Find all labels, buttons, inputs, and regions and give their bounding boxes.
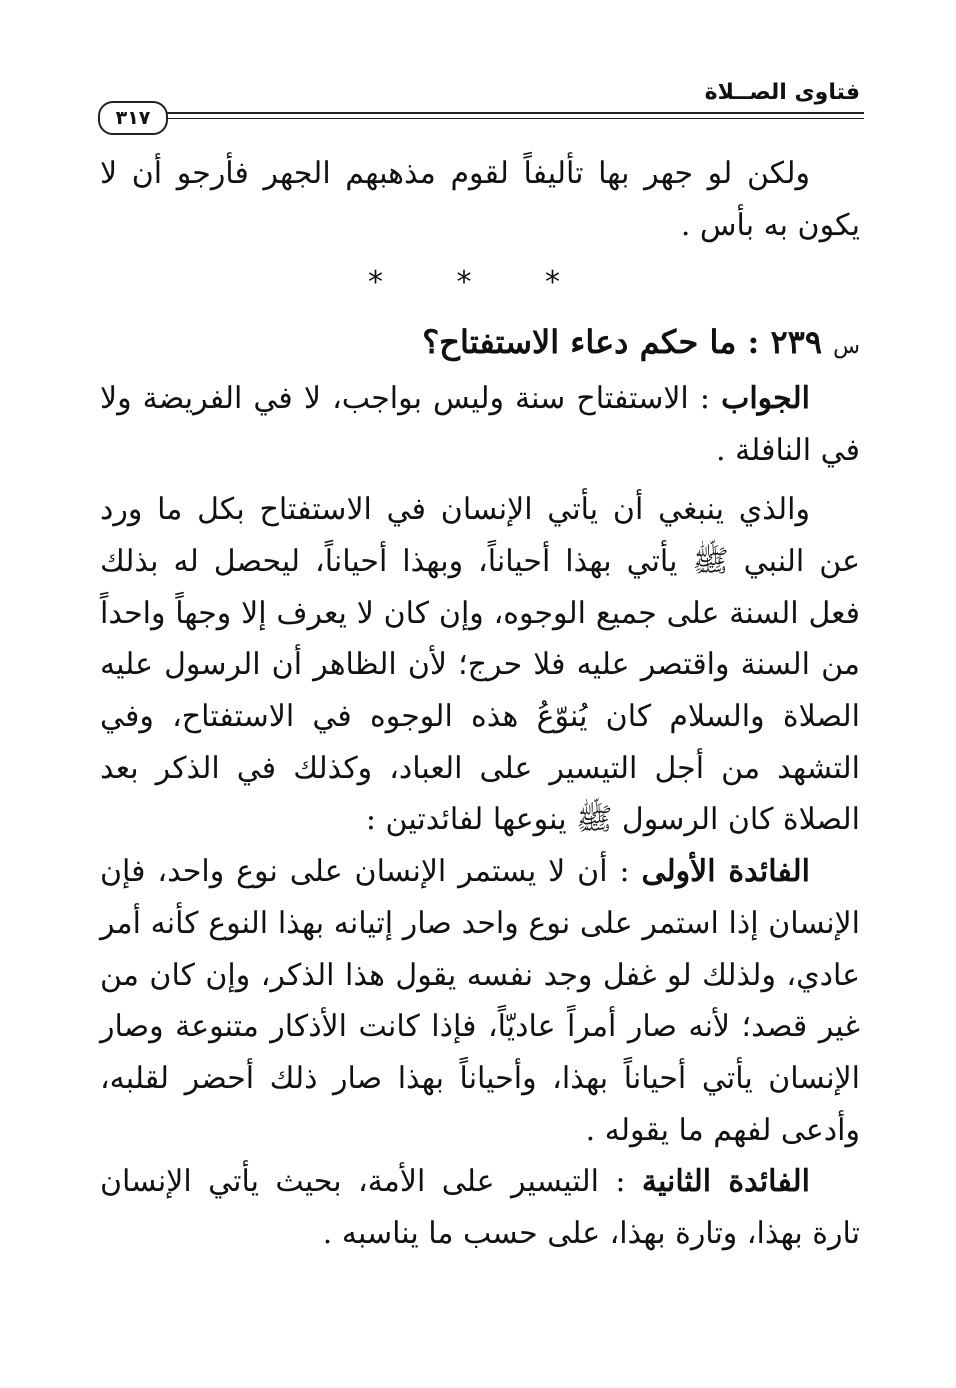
answer-label: الجواب bbox=[721, 380, 810, 416]
header-rule-thin bbox=[165, 118, 864, 119]
paragraph-continuation: ولكن لو جهر بها تأليفاً لقوم مذهبهم الجهر فأرجو أن لا يكون به بأس . bbox=[100, 156, 860, 243]
paragraph-explanation: والذي ينبغي أن يأتي الإنسان في الاستفتاح بكل ما ورد عن النبي ﷺ يأتي بهذا أحياناً، وبهذا أحياناً، ليحصل له بذلك فعل السنة على جميع الوجوه، وإن كان لا يعرف إلا وجهاً واحداً من السنة واقتصر عليه فلا حرج؛ لأن الظاهر أن الرسول عليه الصلاة والسلام كان يُنوّعُ هذه الوجوه في الاستفتاح، وفي التشهد من أجل التيسير على العباد، وكذلك في الذكر بعد الصلاة كان الرسول ﷺ ينوعها لفائدتين : bbox=[100, 492, 860, 838]
header-rule bbox=[165, 112, 864, 114]
section-separator: * * * bbox=[367, 265, 593, 301]
question-colon: : bbox=[736, 323, 771, 362]
question-number: ٢٣٩ bbox=[770, 323, 822, 362]
answer-paragraph bbox=[100, 373, 860, 476]
benefit-second-paragraph bbox=[100, 1156, 860, 1259]
benefit-first-label: الفائدة الأولى bbox=[641, 854, 810, 890]
benefit-first-paragraph bbox=[100, 846, 860, 1156]
benefit-first-text: : أن لا يستمر الإنسان على نوع واحد، فإن الإنسان إذا استمر على نوع واحد صار إتيانه بهذا النوع كأنه أمر عادي، ولذلك لو غفل وجد نفسه يقول هذا الذكر، وإن كان من غير قصد؛ لأنه صار أمراً عاديّاً، فإذا كانت الأذكار متنوعة وصار الإنسان يأتي أحياناً بهذا، وأحياناً بهذا صار ذلك أحضر لقلبه، وأدعى لفهم ما يقوله . bbox=[100, 854, 860, 1148]
question-heading bbox=[100, 317, 860, 373]
page-number-badge: ٣١٧ bbox=[98, 101, 168, 135]
book-title: فتاوى الصــلاة bbox=[704, 80, 860, 105]
benefit-second-label: الفائدة الثانية bbox=[641, 1164, 810, 1200]
page-body bbox=[100, 148, 860, 1260]
benefit-second-text: : التيسير على الأمة، بحيث يأتي الإنسان تارة بهذا، وتارة بهذا، على حسب ما يناسبه . bbox=[100, 1164, 860, 1252]
question-text: ما حكم دعاء الاستفتاح؟ bbox=[422, 323, 737, 362]
answer-text: : الاستفتاح سنة وليس بواجب، لا في الفريضة ولا في النافلة . bbox=[100, 380, 860, 468]
question-marker: س bbox=[833, 334, 860, 360]
